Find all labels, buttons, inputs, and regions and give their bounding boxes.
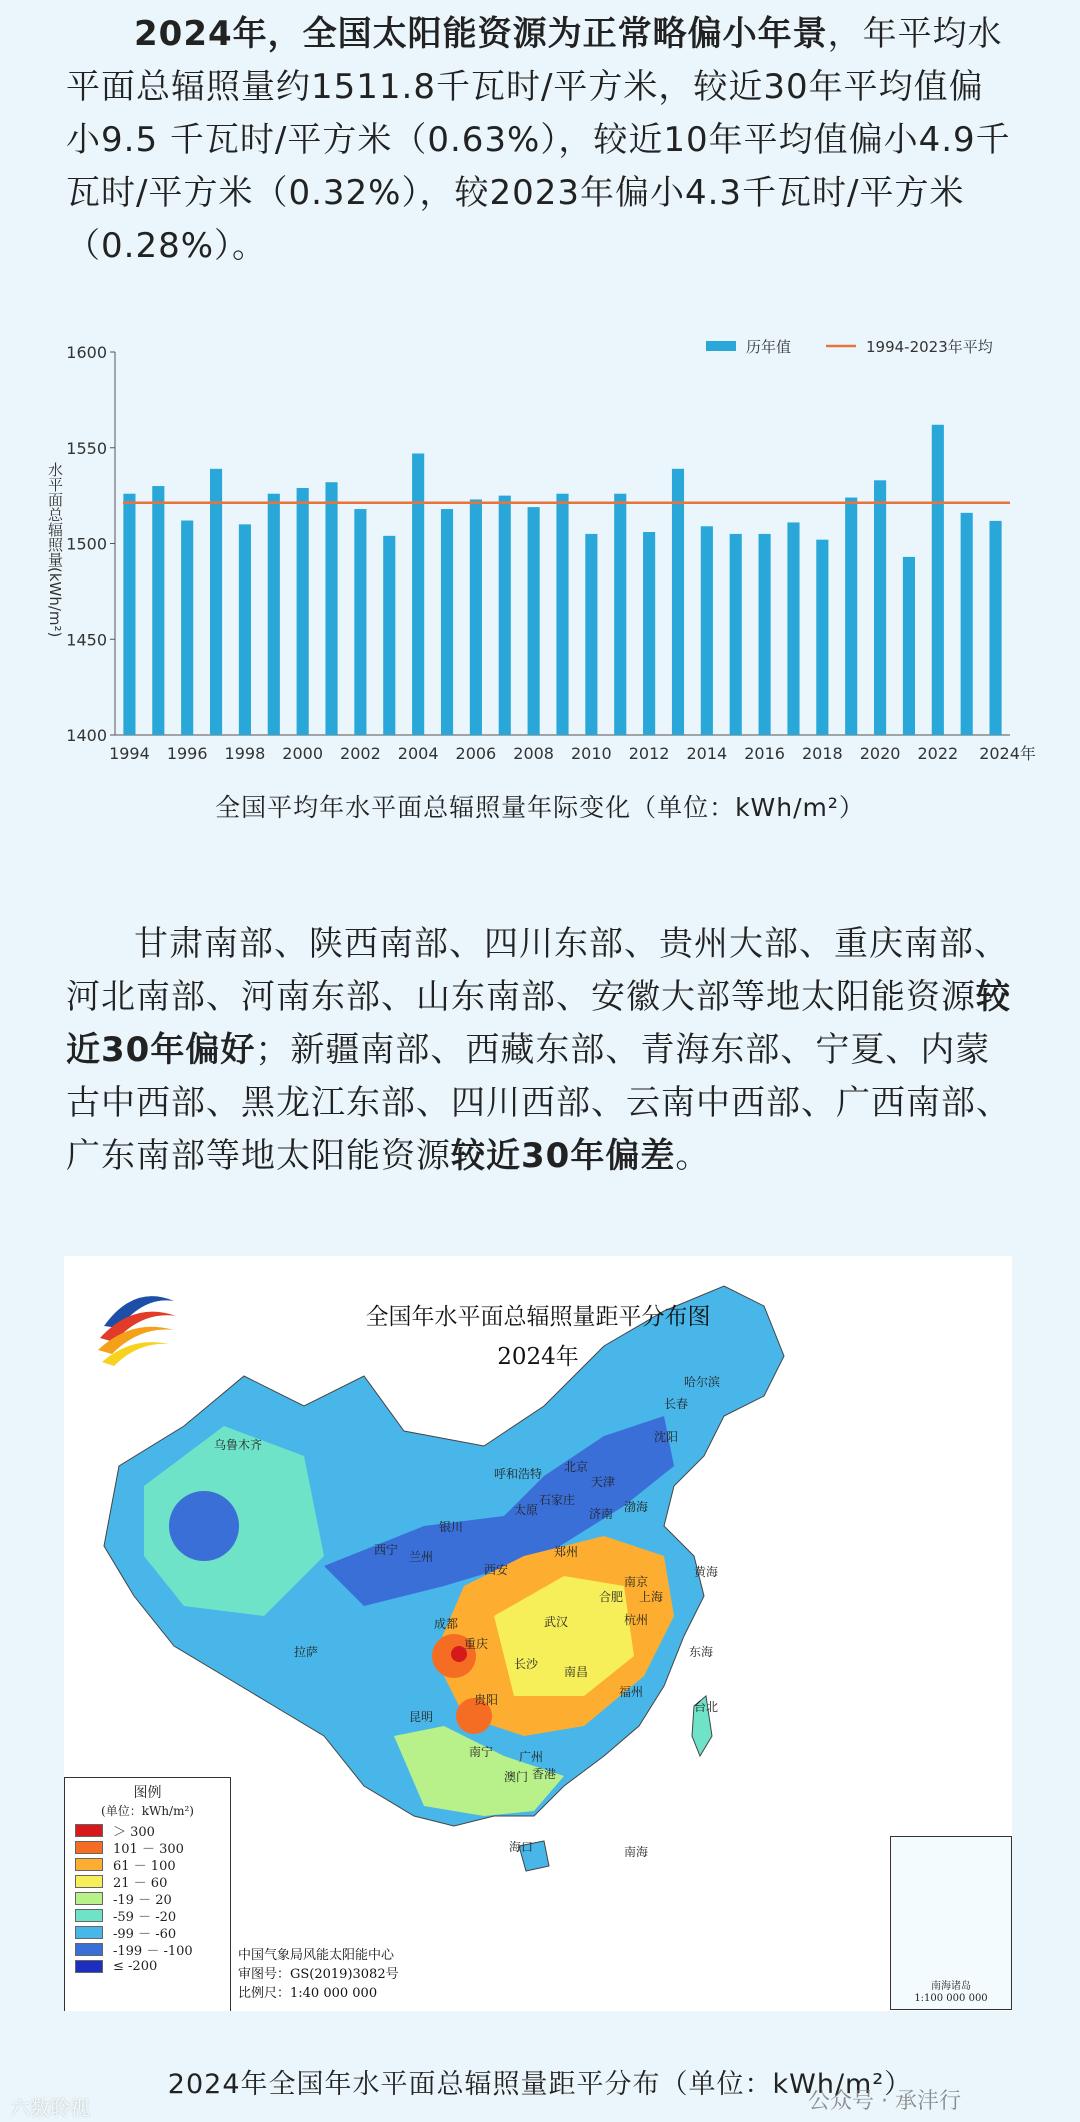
tarim-low-center xyxy=(169,1491,239,1561)
place-label: 太原 xyxy=(514,1503,539,1517)
inset-name: 南海诸岛 xyxy=(931,1981,971,1992)
legend-label: -59 － -20 xyxy=(113,1910,177,1925)
place-label: 长春 xyxy=(664,1397,689,1411)
place-label: 沈阳 xyxy=(654,1430,679,1444)
place-label: 台北 xyxy=(694,1700,719,1714)
regional-paragraph xyxy=(66,918,1016,1183)
regional-text-3: 。 xyxy=(675,1136,711,1176)
place-label: 石家庄 xyxy=(539,1493,576,1507)
x-tick-label: 2018 xyxy=(801,744,843,763)
legend-row xyxy=(65,1924,230,1941)
legend-row xyxy=(65,1958,230,1975)
legend-swatch xyxy=(75,1892,103,1905)
legend-swatch xyxy=(75,1824,103,1837)
y-tick-label: 1600 xyxy=(66,343,107,362)
x-tick-label: 2020 xyxy=(859,744,901,763)
bar-2020 xyxy=(874,480,886,735)
legend-label: -99 － -60 xyxy=(113,1927,177,1942)
legend-label: -19 － 20 xyxy=(113,1893,172,1908)
place-label: 渤海 xyxy=(624,1500,649,1514)
bar-2024 xyxy=(990,521,1002,735)
place-label: 哈尔滨 xyxy=(684,1375,721,1389)
place-label: 黄海 xyxy=(694,1565,719,1579)
x-tick-label: 2006 xyxy=(455,744,497,763)
legend-swatch xyxy=(75,1858,103,1871)
x-tick-label: 1998 xyxy=(224,744,266,763)
legend-swatch xyxy=(75,1960,103,1973)
bar-2023 xyxy=(961,513,973,735)
x-tick-label: 2016 xyxy=(744,744,785,763)
inset-scale: 1:100 000 000 xyxy=(914,1993,988,2004)
bar-2019 xyxy=(845,498,857,735)
bar-2013 xyxy=(672,469,684,735)
legend-swatch xyxy=(75,1926,103,1939)
bar-2003 xyxy=(383,536,395,735)
map-legend xyxy=(64,1777,231,2011)
place-label: 成都 xyxy=(434,1617,459,1631)
map-approval-number: 审图号：GS(2019)3082号 xyxy=(238,1967,399,1982)
legend-swatch xyxy=(75,1943,103,1956)
anomaly-map-panel xyxy=(64,1256,1012,2011)
place-label: 乌鲁木齐 xyxy=(214,1438,263,1452)
place-label: 重庆 xyxy=(464,1637,489,1651)
place-label: 贵阳 xyxy=(474,1693,499,1707)
legend-swatch xyxy=(75,1841,103,1854)
x-tick-label: 1994 xyxy=(109,744,150,763)
bar-2000 xyxy=(297,488,309,735)
legend-label-average: 1994-2023年平均 xyxy=(866,338,993,356)
legend-row xyxy=(65,1907,230,1924)
place-label: 兰州 xyxy=(409,1550,434,1564)
place-label: 南京 xyxy=(624,1575,649,1589)
inset-label xyxy=(891,1981,1011,2005)
place-label: 昆明 xyxy=(409,1710,434,1724)
y-tick-label: 1400 xyxy=(66,726,107,745)
bar-1999 xyxy=(268,494,280,735)
bar-2022 xyxy=(932,425,944,735)
x-tick-label: 2002 xyxy=(340,744,381,763)
legend-row xyxy=(65,1890,230,1907)
place-label: 南海 xyxy=(624,1845,649,1859)
x-tick-label: 2010 xyxy=(571,744,612,763)
x-tick-label: 2014 xyxy=(686,744,728,763)
chart-caption: 全国平均年水平面总辐照量年际变化（单位：kWh/m²） xyxy=(215,793,865,822)
bar-2014 xyxy=(701,526,713,735)
legend-label: 61 － 100 xyxy=(113,1859,176,1874)
south-china-sea-inset xyxy=(890,1836,1012,2010)
bar-2012 xyxy=(643,532,655,735)
watermark-right: 公众号 · 承沣行 xyxy=(808,2089,961,2114)
x-tick-label: 2000 xyxy=(282,744,324,763)
place-label: 郑州 xyxy=(554,1545,579,1559)
place-label: 南昌 xyxy=(564,1665,589,1679)
place-label: 西宁 xyxy=(374,1543,399,1557)
x-tick-label: 2012 xyxy=(628,744,670,763)
y-tick-label: 1550 xyxy=(66,438,107,458)
place-label: 海口 xyxy=(509,1840,534,1854)
bar-1998 xyxy=(239,524,251,735)
place-label: 东海 xyxy=(689,1645,714,1659)
legend-unit: (单位：kWh/m²) xyxy=(101,1804,194,1818)
bar-1996 xyxy=(181,521,193,735)
place-label: 长沙 xyxy=(514,1657,539,1671)
legend-row xyxy=(65,1822,230,1839)
map-title: 全国年水平面总辐照量距平分布图 xyxy=(365,1304,711,1330)
bar-2017 xyxy=(787,522,799,735)
bar-2021 xyxy=(903,557,915,735)
regional-text-2: ；新疆南部、西藏东部、青海东部、宁夏、内蒙古中西部、黑龙江东部、四川西部、云南中西部、广西南部、广东南部等地太阳能资源 xyxy=(66,1030,1011,1176)
map-scale: 比例尺：1:40 000 000 xyxy=(238,1986,378,2001)
legend-swatch xyxy=(75,1875,103,1888)
place-label: 广州 xyxy=(519,1750,544,1764)
y-axis-label: 水平面总辐照量(kWh/m²) xyxy=(46,462,64,638)
legend-row xyxy=(65,1839,230,1856)
bar-1994 xyxy=(123,494,135,735)
y-tick-label: 1500 xyxy=(66,534,107,554)
legend-rows xyxy=(65,1822,230,1975)
bar-2015 xyxy=(730,534,742,735)
bar-2002 xyxy=(354,509,366,735)
bar-2007 xyxy=(499,496,511,735)
bar-2006 xyxy=(470,499,482,735)
legend-row xyxy=(65,1873,230,1890)
legend-label: ≤ -200 xyxy=(113,1959,158,1974)
place-label: 呼和浩特 xyxy=(494,1467,543,1481)
bar-2010 xyxy=(585,534,597,735)
legend-label-bars: 历年值 xyxy=(746,338,792,356)
x-tick-label: 2008 xyxy=(513,744,554,763)
bar-2011 xyxy=(614,494,626,735)
annual-irradiance-bar-chart xyxy=(0,320,1080,780)
legend-title: 图例 xyxy=(133,1785,162,1801)
place-label: 银川 xyxy=(439,1520,464,1534)
legend-row xyxy=(65,1941,230,1958)
place-label: 南宁 xyxy=(469,1745,494,1759)
place-label: 香港 xyxy=(532,1767,557,1781)
map-year: 2024年 xyxy=(497,1344,579,1370)
place-label: 西安 xyxy=(484,1563,509,1577)
legend-label: -199 － -100 xyxy=(113,1944,193,1959)
watermark-left: 六数聆视 xyxy=(10,2096,90,2120)
place-label: 福州 xyxy=(619,1685,644,1699)
map-source-agency: 中国气象局风能太阳能中心 xyxy=(238,1948,395,1963)
place-label: 拉萨 xyxy=(294,1645,319,1659)
regional-bold-better: 较近30年偏好 xyxy=(66,977,1011,1070)
place-label: 北京 xyxy=(564,1460,589,1474)
place-label: 澳门 xyxy=(504,1770,529,1784)
legend-row xyxy=(65,1856,230,1873)
legend-label: 21 － 60 xyxy=(113,1876,168,1891)
bar-1997 xyxy=(210,469,222,735)
x-tick-label: 1996 xyxy=(166,744,208,763)
place-label: 合肥 xyxy=(599,1590,624,1604)
place-label: 杭州 xyxy=(624,1613,649,1627)
regional-bold-worse: 较近30年偏差 xyxy=(451,1136,676,1176)
bar-2001 xyxy=(325,482,337,735)
legend-label: ＞ 300 xyxy=(113,1825,155,1840)
intro-paragraph xyxy=(66,8,1016,273)
x-tick-label: 2024年 xyxy=(979,744,1036,763)
x-tick-label: 2004 xyxy=(397,744,439,763)
legend-swatch xyxy=(75,1909,103,1922)
x-tick-label: 2022 xyxy=(917,744,959,763)
bar-2018 xyxy=(816,540,828,735)
map-caption: 2024年全国年水平面总辐照量距平分布（单位：kWh/m²） xyxy=(167,2069,913,2100)
bar-1995 xyxy=(152,486,164,735)
bar-2008 xyxy=(528,507,540,735)
bar-2016 xyxy=(759,534,771,735)
regional-text-1: 甘肃南部、陕西南部、四川东部、贵州大部、重庆南部、河北南部、河南东部、山东南部、安徽大部等地太阳能资源 xyxy=(66,924,1009,1017)
bar-2009 xyxy=(556,494,568,735)
place-label: 上海 xyxy=(639,1590,664,1604)
legend-label: 101 － 300 xyxy=(113,1842,184,1857)
place-label: 天津 xyxy=(591,1475,616,1489)
intro-bold: 2024年，全国太阳能资源为正常略偏小年景 xyxy=(134,14,828,54)
place-label: 武汉 xyxy=(544,1615,569,1629)
place-label: 济南 xyxy=(589,1507,614,1521)
bar-2004 xyxy=(412,453,424,735)
map-source xyxy=(238,1946,399,2003)
intro-text: ，年平均水平面总辐照量约1511.8千瓦时/平方米，较近30年平均值偏小9.5 千瓦时/平方米（0.63%），较近10年平均值偏小4.9千瓦时/平方米（0.32%），较2023年偏小4.3千瓦时/平方米（0.28%）。 xyxy=(66,14,1011,266)
y-tick-label: 1450 xyxy=(66,630,107,650)
bar-2005 xyxy=(441,509,453,735)
legend-swatch-bars xyxy=(706,341,736,351)
